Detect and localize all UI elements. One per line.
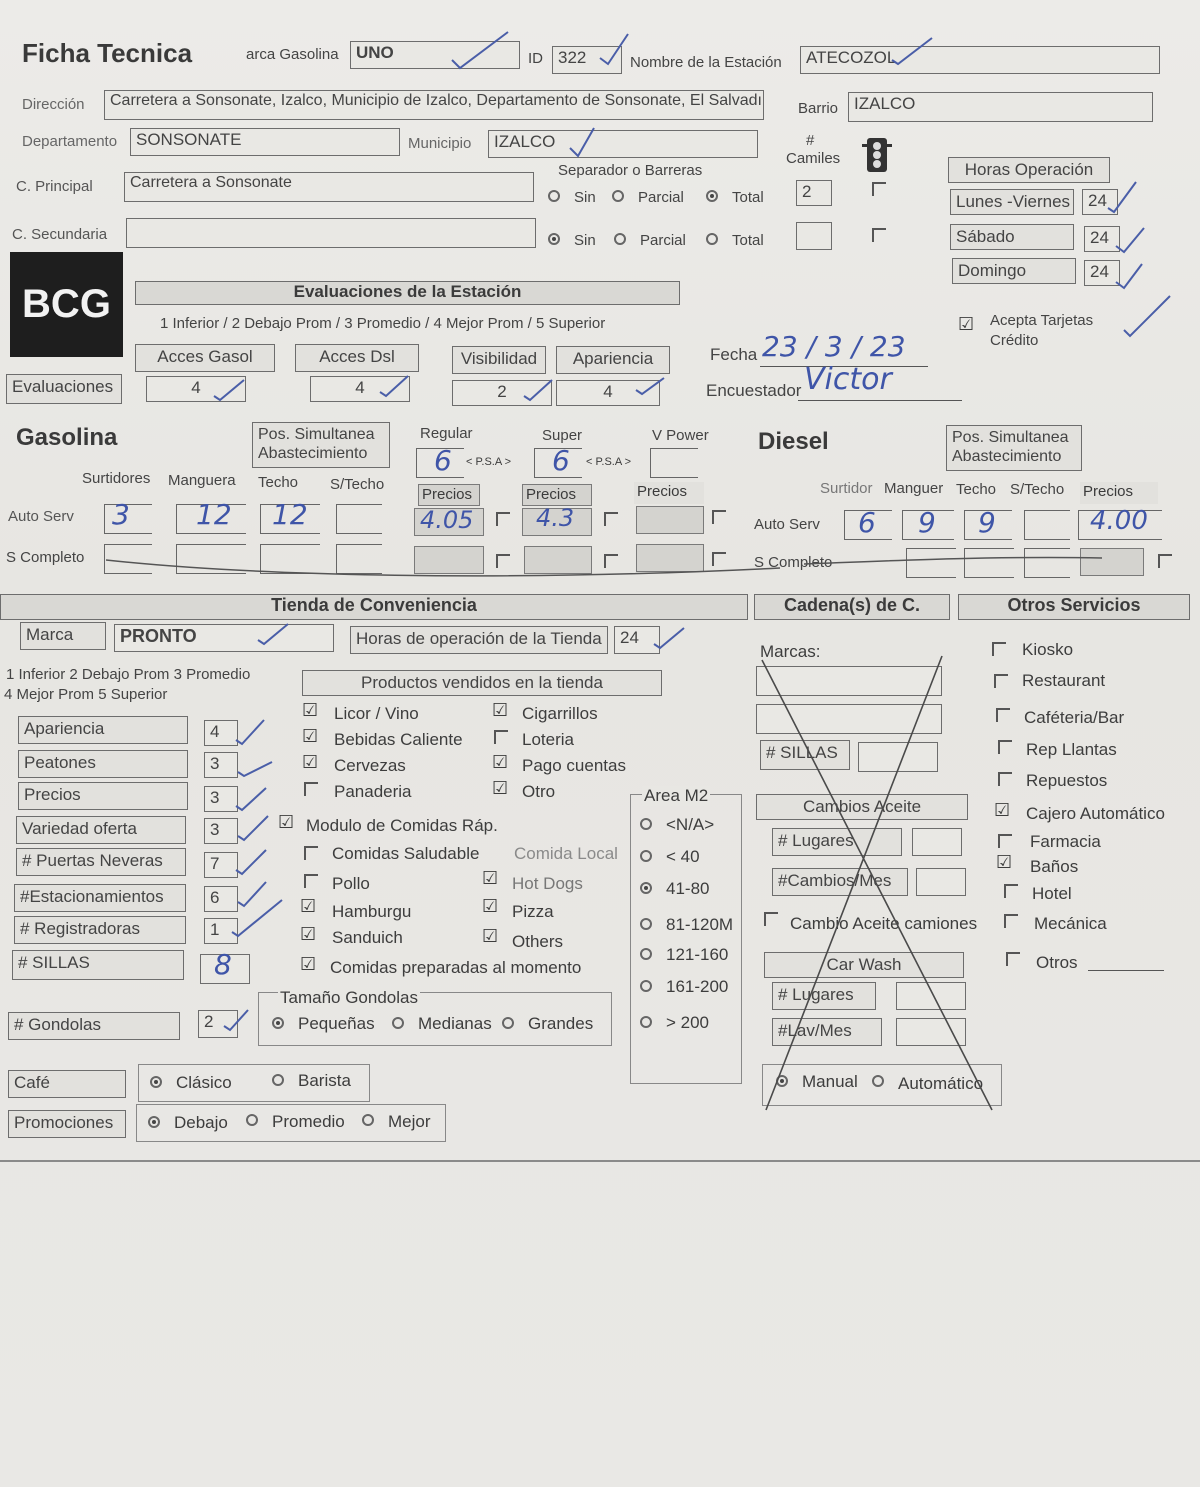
tienda-horas-field[interactable]: 24: [614, 626, 660, 654]
sanduich-checkbox[interactable]: ☑: [300, 924, 317, 945]
farmacia-checkbox[interactable]: [998, 834, 1012, 848]
horas-dom-field[interactable]: 24: [1084, 260, 1120, 286]
diesel-surtidor-auto-value: 6: [858, 506, 876, 539]
cafeteria-label: Caféteria/Bar: [1024, 708, 1125, 727]
barrio-label: Barrio: [798, 100, 839, 117]
cigarrillos-label: Cigarrillos: [522, 704, 598, 723]
sanduich-label: Sanduich: [332, 928, 403, 947]
diesel-col-manguer: Manguer: [884, 480, 944, 497]
encuestador-value[interactable]: Victor: [804, 362, 892, 397]
super-count-value: 6: [552, 444, 570, 477]
cigarrillos-checkbox[interactable]: ☑: [492, 700, 509, 721]
diesel-s-completo-label: S Completo: [754, 554, 833, 571]
gas-surtidores-auto-value: 3: [112, 498, 130, 531]
cafe-clasico-label: Clásico: [176, 1073, 232, 1092]
rating-variedad-label: Variedad oferta: [16, 816, 186, 844]
apariencia-eval-label: Apariencia: [556, 346, 670, 374]
regular-label: Regular: [420, 425, 473, 442]
restaurant-checkbox[interactable]: [994, 674, 1008, 688]
otro-label: Otro: [522, 782, 556, 801]
diesel-title: Diesel: [758, 428, 829, 455]
tienda-scale-1: 1 Inferior 2 Debajo Prom 3 Promedio: [6, 666, 251, 683]
diesel-col-surtidor: Surtidor: [820, 480, 873, 497]
tienda-title: Tienda de Conveniencia: [0, 594, 748, 620]
carwash-lugares-label: # Lugares: [772, 982, 876, 1010]
rating-registradoras-label: # Registradoras: [14, 916, 186, 944]
cajero-label: Cajero Automático: [1026, 804, 1165, 823]
vpower-label: V Power: [652, 427, 709, 444]
regular-count-value: 6: [434, 444, 452, 477]
otros-checkbox[interactable]: [1006, 952, 1020, 966]
super-precios-label: Precios: [522, 484, 592, 506]
camiles-field-2[interactable]: [796, 222, 832, 250]
rating-apariencia-label: Apariencia: [18, 716, 188, 744]
camiles-field[interactable]: 2: [796, 180, 832, 206]
super-psa: < P.S.A >: [586, 456, 632, 468]
direccion-field[interactable]: Carretera a Sonsonate, Izalco, Municipio de Izalco, Departamento de Sonsonate, El Salvadı: [104, 90, 764, 120]
gas-manguera-auto-value: 12: [196, 498, 232, 531]
sep2-total-radio[interactable]: [706, 233, 718, 245]
horas-lv-field[interactable]: 24: [1082, 189, 1118, 215]
horas-title: Horas Operación: [948, 157, 1110, 183]
id-label: ID: [528, 50, 543, 67]
separador-label: Separador o Barreras: [558, 162, 703, 179]
gas-auto-serv-label: Auto Serv: [8, 508, 74, 525]
rating-neveras-label: # Puertas Neveras: [16, 848, 186, 876]
departamento-field[interactable]: SONSONATE: [130, 128, 400, 156]
sep1-sin-radio[interactable]: [548, 190, 560, 202]
horas-dom-label: Domingo: [952, 258, 1076, 284]
gasolina-title: Gasolina: [16, 424, 118, 451]
cajero-checkbox[interactable]: ☑: [994, 800, 1011, 821]
area-40-label: < 40: [666, 847, 700, 866]
licor-label: Licor / Vino: [334, 704, 419, 723]
llantas-label: Rep Llantas: [1026, 740, 1117, 759]
rating-precios-label: Precios: [18, 782, 188, 810]
area-40-radio[interactable]: [640, 850, 652, 862]
vpower-price-field[interactable]: [636, 506, 704, 534]
sep1-sin-label: Sin: [574, 189, 596, 206]
vpower-count[interactable]: [650, 448, 698, 478]
gas-col-manguera: Manguera: [168, 472, 236, 489]
fecha-value[interactable]: 23 / 3 / 23: [762, 330, 906, 363]
cervezas-label: Cervezas: [334, 756, 406, 775]
rating-peatones-label: Peatones: [18, 750, 188, 778]
diesel-precio-sc-check[interactable]: [1158, 554, 1172, 568]
carwash-manual-label: Manual: [802, 1072, 858, 1091]
tienda-marca-field[interactable]: PRONTO: [114, 624, 334, 652]
gondolas-title: Tamaño Gondolas: [280, 988, 418, 1007]
rating-gondolas-label: # Gondolas: [8, 1012, 180, 1040]
productos-title: Productos vendidos en la tienda: [302, 670, 662, 696]
carwash-title: Car Wash: [764, 952, 964, 978]
bebidas-label: Bebidas Caliente: [334, 730, 463, 749]
camiles-check-2[interactable]: [872, 228, 886, 242]
cadenas-sillas-label: # SILLAS: [760, 740, 850, 770]
area-161-200-radio[interactable]: [640, 980, 652, 992]
diesel-techo-auto-value: 9: [978, 506, 996, 539]
preparadas-label: Comidas preparadas al momento: [330, 958, 582, 977]
municipio-label: Municipio: [408, 135, 472, 152]
comida-local-label: Comida Local: [514, 844, 618, 863]
others-checkbox[interactable]: ☑: [482, 926, 499, 947]
acces-dsl-label: Acces Dsl: [295, 344, 419, 372]
area-121-160-radio[interactable]: [640, 948, 652, 960]
diesel-manguer-auto-value: 9: [918, 506, 936, 539]
cervezas-checkbox[interactable]: ☑: [302, 752, 319, 773]
tienda-marca-label: Marca: [20, 622, 106, 650]
area-81-120-label: 81-120M: [666, 915, 734, 934]
farmacia-label: Farmacia: [1030, 832, 1101, 851]
diesel-col-precios: Precios: [1080, 482, 1158, 504]
pizza-label: Pizza: [512, 902, 554, 921]
cafe-barista-radio[interactable]: [272, 1074, 284, 1086]
pizza-checkbox[interactable]: ☑: [482, 896, 499, 917]
tienda-scale-2: 4 Mejor Prom 5 Superior: [4, 686, 168, 703]
rating-estacionamientos-field[interactable]: 6: [204, 886, 238, 912]
loteria-label: Loteria: [522, 730, 574, 749]
gas-stecho-auto[interactable]: [336, 504, 382, 534]
carwash-auto-label: Automático: [898, 1074, 984, 1093]
gas-s-completo-label: S Completo: [6, 549, 85, 566]
super-price-check[interactable]: [604, 512, 618, 526]
municipio-field[interactable]: IZALCO: [488, 130, 758, 158]
horas-sab-label: Sábado: [950, 224, 1074, 250]
super-price-value: 4.3: [536, 504, 575, 532]
regular-psa: < P.S.A >: [466, 456, 512, 468]
promo-mejor-label: Mejor: [388, 1112, 431, 1131]
crossout-mark: [756, 640, 1006, 1120]
area-121-160-label: 121-160: [666, 945, 729, 964]
otros-line: [1088, 970, 1164, 971]
nombre-field[interactable]: ATECOZOL: [800, 46, 1160, 74]
visibilidad-field[interactable]: 2: [452, 380, 552, 406]
gondolas-pequenas-radio[interactable]: [272, 1017, 284, 1029]
otros-label: Otros: [1036, 953, 1078, 972]
marcas-label: Marcas:: [760, 642, 821, 661]
repuestos-label: Repuestos: [1026, 771, 1108, 790]
otro-checkbox[interactable]: ☑: [492, 778, 509, 799]
sep2-sin-label: Sin: [574, 232, 596, 249]
promo-mejor-radio[interactable]: [362, 1114, 374, 1126]
area-na-radio[interactable]: [640, 818, 652, 830]
pollo-checkbox[interactable]: [304, 874, 318, 888]
regular-price-value: 4.05: [420, 506, 474, 534]
diesel-pos-sim-label: Pos. Simultanea Abastecimiento: [946, 425, 1082, 471]
apariencia-eval-field[interactable]: 4: [556, 380, 660, 406]
vpower-price-check[interactable]: [712, 510, 726, 524]
kiosko-label: Kiosko: [1022, 640, 1074, 659]
promo-debajo-label: Debajo: [174, 1113, 228, 1132]
acces-dsl-field[interactable]: 4: [310, 376, 410, 402]
area-box: [630, 794, 742, 1084]
gas-col-stecho: S/Techo: [330, 476, 385, 493]
tarjetas-label-2: Crédito: [990, 332, 1039, 349]
restaurant-label: Restaurant: [1022, 671, 1106, 690]
promo-debajo-radio[interactable]: [148, 1116, 160, 1128]
visibilidad-label: Visibilidad: [452, 346, 546, 374]
tarjetas-checkbox[interactable]: ☑: [958, 314, 975, 335]
area-41-80-label: 41-80: [666, 879, 710, 898]
repuestos-checkbox[interactable]: [998, 772, 1012, 786]
gas-col-techo: Techo: [258, 474, 299, 491]
diesel-stecho-auto[interactable]: [1024, 510, 1070, 540]
cafe-barista-label: Barista: [298, 1071, 351, 1090]
tienda-horas-label: Horas de operación de la Tienda: [350, 626, 608, 654]
cambios-title: Cambios Aceite: [756, 794, 968, 820]
sep2-total-label: Total: [732, 232, 764, 249]
regular-precios-label: Precios: [418, 484, 480, 506]
strike-line-2: [804, 550, 1104, 580]
page-title: Ficha Tecnica: [22, 38, 193, 68]
preparadas-checkbox[interactable]: ☑: [300, 954, 317, 975]
gondolas-grandes-label: Grandes: [528, 1014, 594, 1033]
c-secundaria-label: C. Secundaria: [12, 226, 108, 243]
rating-sillas-label: # SILLAS: [12, 950, 184, 980]
gondolas-medianas-radio[interactable]: [392, 1017, 404, 1029]
rating-precios-field[interactable]: 3: [204, 786, 238, 812]
c-principal-field[interactable]: Carretera a Sonsonate: [124, 172, 534, 202]
sep1-total-radio[interactable]: [706, 190, 718, 202]
encuestador-label: Encuestador: [706, 381, 802, 400]
area-title: Area M2: [644, 786, 709, 805]
gas-techo-auto-value: 12: [272, 498, 308, 531]
diesel-precio-auto-value: 4.00: [1090, 506, 1148, 536]
hotdogs-label: Hot Dogs: [512, 874, 583, 893]
loteria-checkbox[interactable]: [494, 730, 508, 744]
nombre-label: Nombre de la Estación: [630, 54, 782, 71]
strike-line: [104, 556, 784, 586]
lav-mes-label: #Lav/Mes: [772, 1018, 882, 1046]
gondolas-pequenas-label: Pequeñas: [298, 1014, 375, 1033]
cambios-mes-label: #Cambios/Mes: [772, 868, 908, 896]
c-principal-label: C. Principal: [16, 178, 93, 195]
hotel-checkbox[interactable]: [1004, 884, 1018, 898]
bcg-logo: BCG: [10, 252, 123, 357]
diesel-auto-serv-label: Auto Serv: [754, 516, 820, 533]
cambios-lugares-label: # Lugares: [772, 828, 902, 856]
c-secundaria-field[interactable]: [126, 218, 536, 248]
rating-gondolas-field[interactable]: 2: [198, 1010, 238, 1038]
licor-checkbox[interactable]: ☑: [302, 700, 319, 721]
promociones-label: Promociones: [8, 1110, 126, 1138]
banos-label: Baños: [1030, 857, 1079, 876]
traffic-light-icon: [862, 136, 892, 174]
cafe-label: Café: [8, 1070, 126, 1098]
horas-lv-label: Lunes -Viernes: [950, 189, 1074, 215]
acces-gasol-label: Acces Gasol: [135, 344, 275, 372]
modulo-checkbox[interactable]: ☑: [278, 812, 295, 833]
pollo-label: Pollo: [332, 874, 370, 893]
gondolas-medianas-label: Medianas: [418, 1014, 492, 1033]
saludable-label: Comidas Saludable: [332, 844, 480, 863]
evaluaciones-title: Evaluaciones de la Estación: [135, 281, 680, 305]
acces-gasol-field[interactable]: 4: [146, 376, 246, 402]
pago-label: Pago cuentas: [522, 756, 626, 775]
rating-registradoras-field[interactable]: 1: [204, 918, 238, 944]
rating-variedad-field[interactable]: 3: [204, 818, 238, 844]
sep2-parcial-label: Parcial: [640, 232, 686, 249]
gondolas-grandes-radio[interactable]: [502, 1017, 514, 1029]
otros-title: Otros Servicios: [958, 594, 1190, 620]
cafe-clasico-radio[interactable]: [150, 1076, 162, 1088]
rating-peatones-field[interactable]: 3: [204, 752, 238, 778]
id-field[interactable]: 322: [552, 46, 622, 74]
llantas-checkbox[interactable]: [998, 740, 1012, 754]
rating-apariencia-field[interactable]: 4: [204, 720, 238, 746]
pago-checkbox[interactable]: ☑: [492, 752, 509, 773]
modulo-label: Modulo de Comidas Ráp.: [306, 816, 498, 835]
rating-estacionamientos-label: #Estacionamientos: [14, 884, 186, 912]
saludable-checkbox[interactable]: [304, 846, 318, 860]
departamento-label: Departamento: [22, 133, 118, 150]
cafeteria-checkbox[interactable]: [996, 708, 1010, 722]
mecanica-checkbox[interactable]: [1004, 914, 1018, 928]
panaderia-label: Panaderia: [334, 782, 412, 801]
bebidas-checkbox[interactable]: ☑: [302, 726, 319, 747]
sep1-parcial-radio[interactable]: [612, 190, 624, 202]
rating-neveras-field[interactable]: 7: [204, 852, 238, 878]
area-81-120-radio[interactable]: [640, 918, 652, 930]
hamburgu-label: Hamburgu: [332, 902, 412, 921]
horas-sab-field[interactable]: 24: [1084, 226, 1120, 252]
vpower-precios-label: Precios: [634, 482, 704, 504]
sep1-parcial-label: Parcial: [638, 189, 684, 206]
area-na-label: <N/A>: [666, 815, 715, 834]
diesel-col-techo: Techo: [956, 481, 997, 498]
hotel-label: Hotel: [1032, 884, 1072, 903]
bottom-rule: [0, 1160, 1200, 1162]
hamburgu-checkbox[interactable]: ☑: [300, 896, 317, 917]
mecanica-label: Mecánica: [1034, 914, 1107, 933]
area-200-label: > 200: [666, 1013, 710, 1032]
camiones-label: Cambio Aceite camiones: [790, 914, 978, 933]
sep1-total-label: Total: [732, 189, 764, 206]
gas-pos-sim-label: Pos. Simultanea Abastecimiento: [252, 422, 390, 468]
rating-sillas-value: 8: [214, 948, 232, 981]
promo-promedio-label: Promedio: [272, 1112, 345, 1131]
sep2-sin-radio[interactable]: [548, 233, 560, 245]
super-label: Super: [542, 427, 583, 444]
evaluaciones-label: Evaluaciones: [6, 374, 122, 404]
gas-col-surtidores: Surtidores: [82, 470, 151, 487]
evaluacion-scale: 1 Inferior / 2 Debajo Prom / 3 Promedio / 4 Mejor Prom / 5 Superior: [160, 315, 606, 332]
regular-price-check[interactable]: [496, 512, 510, 526]
camiles-hash: #: [806, 132, 815, 149]
banos-checkbox[interactable]: ☑: [996, 852, 1013, 873]
diesel-col-stecho: S/Techo: [1010, 481, 1065, 498]
cadenas-title: Cadena(s) de C.: [754, 594, 950, 620]
panaderia-checkbox[interactable]: [304, 782, 318, 796]
tarjetas-label-1: Acepta Tarjetas: [990, 312, 1094, 329]
kiosko-checkbox[interactable]: [992, 642, 1006, 656]
area-41-80-radio[interactable]: [640, 882, 652, 894]
direccion-label: Dirección: [22, 96, 85, 113]
hotdogs-checkbox[interactable]: ☑: [482, 868, 499, 889]
marca-label: arca Gasolina: [246, 46, 339, 63]
sep2-parcial-radio[interactable]: [614, 233, 626, 245]
area-161-200-label: 161-200: [666, 977, 729, 996]
marca-field[interactable]: UNO: [350, 41, 520, 69]
others-label: Others: [512, 932, 564, 951]
area-200-radio[interactable]: [640, 1016, 652, 1028]
camiles-label: Camiles: [786, 150, 841, 167]
promo-promedio-radio[interactable]: [246, 1114, 258, 1126]
camiles-check-1[interactable]: [872, 182, 886, 196]
barrio-field[interactable]: IZALCO: [848, 92, 1153, 122]
fecha-label: Fecha: [710, 345, 758, 364]
